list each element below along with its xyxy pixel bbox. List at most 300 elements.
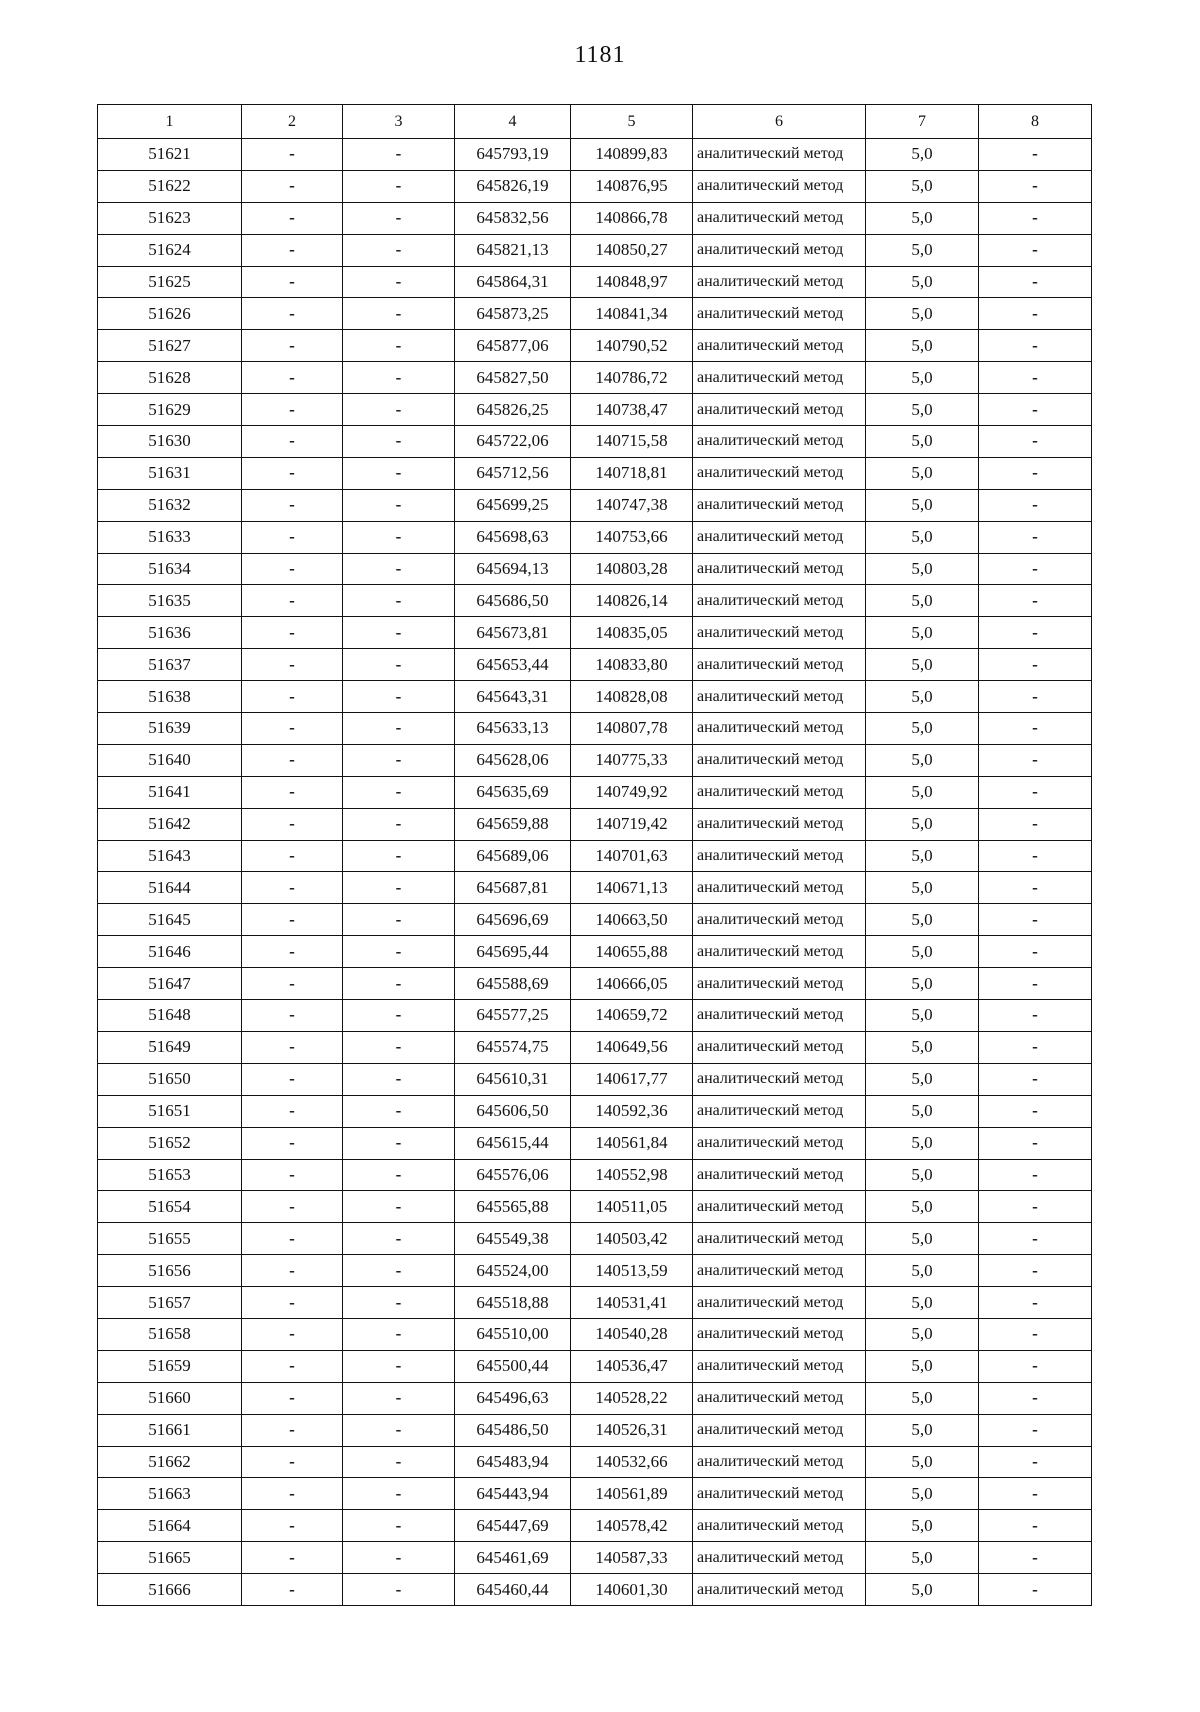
method-cell: аналитический метод bbox=[693, 1446, 866, 1478]
method-cell: аналитический метод bbox=[693, 426, 866, 458]
accuracy-cell: 5,0 bbox=[866, 1414, 979, 1446]
y-coordinate-cell: 140578,42 bbox=[571, 1510, 693, 1542]
method-cell: аналитический метод bbox=[693, 808, 866, 840]
column-2-cell: - bbox=[242, 808, 343, 840]
accuracy-cell: 5,0 bbox=[866, 489, 979, 521]
column-header: 3 bbox=[343, 105, 455, 139]
y-coordinate-cell: 140747,38 bbox=[571, 489, 693, 521]
point-number-cell: 51628 bbox=[98, 362, 242, 394]
column-3-cell: - bbox=[343, 489, 455, 521]
point-number-cell: 51623 bbox=[98, 202, 242, 234]
column-header: 6 bbox=[693, 105, 866, 139]
accuracy-cell: 5,0 bbox=[866, 426, 979, 458]
column-8-cell: - bbox=[979, 1127, 1092, 1159]
table-row bbox=[98, 362, 1092, 394]
table-row bbox=[98, 1031, 1092, 1063]
column-8-cell: - bbox=[979, 1095, 1092, 1127]
column-3-cell: - bbox=[343, 298, 455, 330]
table-header-row bbox=[98, 105, 1092, 139]
column-8-cell: - bbox=[979, 872, 1092, 904]
column-8-cell: - bbox=[979, 266, 1092, 298]
accuracy-cell: 5,0 bbox=[866, 1287, 979, 1319]
accuracy-cell: 5,0 bbox=[866, 202, 979, 234]
column-2-cell: - bbox=[242, 1095, 343, 1127]
x-coordinate-cell: 645826,19 bbox=[455, 170, 571, 202]
point-number-cell: 51640 bbox=[98, 744, 242, 776]
method-cell: аналитический метод bbox=[693, 1510, 866, 1542]
column-2-cell: - bbox=[242, 585, 343, 617]
table-row bbox=[98, 585, 1092, 617]
table-row bbox=[98, 968, 1092, 1000]
point-number-cell: 51651 bbox=[98, 1095, 242, 1127]
accuracy-cell: 5,0 bbox=[866, 936, 979, 968]
column-2-cell: - bbox=[242, 617, 343, 649]
table-row bbox=[98, 394, 1092, 426]
column-8-cell: - bbox=[979, 617, 1092, 649]
table-row bbox=[98, 1063, 1092, 1095]
y-coordinate-cell: 140526,31 bbox=[571, 1414, 693, 1446]
x-coordinate-cell: 645549,38 bbox=[455, 1223, 571, 1255]
table-row bbox=[98, 553, 1092, 585]
y-coordinate-cell: 140587,33 bbox=[571, 1542, 693, 1574]
y-coordinate-cell: 140753,66 bbox=[571, 521, 693, 553]
y-coordinate-cell: 140552,98 bbox=[571, 1159, 693, 1191]
table-row bbox=[98, 1000, 1092, 1032]
column-3-cell: - bbox=[343, 553, 455, 585]
x-coordinate-cell: 645461,69 bbox=[455, 1542, 571, 1574]
column-8-cell: - bbox=[979, 394, 1092, 426]
accuracy-cell: 5,0 bbox=[866, 776, 979, 808]
column-3-cell: - bbox=[343, 713, 455, 745]
column-8-cell: - bbox=[979, 904, 1092, 936]
column-2-cell: - bbox=[242, 234, 343, 266]
accuracy-cell: 5,0 bbox=[866, 1574, 979, 1606]
point-number-cell: 51649 bbox=[98, 1031, 242, 1063]
column-8-cell: - bbox=[979, 968, 1092, 1000]
point-number-cell: 51636 bbox=[98, 617, 242, 649]
column-8-cell: - bbox=[979, 1031, 1092, 1063]
y-coordinate-cell: 140513,59 bbox=[571, 1255, 693, 1287]
accuracy-cell: 5,0 bbox=[866, 649, 979, 681]
column-2-cell: - bbox=[242, 1063, 343, 1095]
column-2-cell: - bbox=[242, 1574, 343, 1606]
column-3-cell: - bbox=[343, 521, 455, 553]
point-number-cell: 51659 bbox=[98, 1350, 242, 1382]
y-coordinate-cell: 140790,52 bbox=[571, 330, 693, 362]
method-cell: аналитический метод bbox=[693, 394, 866, 426]
x-coordinate-cell: 645574,75 bbox=[455, 1031, 571, 1063]
column-8-cell: - bbox=[979, 1574, 1092, 1606]
method-cell: аналитический метод bbox=[693, 1414, 866, 1446]
x-coordinate-cell: 645496,63 bbox=[455, 1382, 571, 1414]
accuracy-cell: 5,0 bbox=[866, 521, 979, 553]
table-row bbox=[98, 266, 1092, 298]
method-cell: аналитический метод bbox=[693, 489, 866, 521]
x-coordinate-cell: 645577,25 bbox=[455, 1000, 571, 1032]
point-number-cell: 51646 bbox=[98, 936, 242, 968]
column-8-cell: - bbox=[979, 426, 1092, 458]
column-8-cell: - bbox=[979, 1191, 1092, 1223]
column-header: 1 bbox=[98, 105, 242, 139]
x-coordinate-cell: 645635,69 bbox=[455, 776, 571, 808]
accuracy-cell: 5,0 bbox=[866, 234, 979, 266]
column-3-cell: - bbox=[343, 266, 455, 298]
x-coordinate-cell: 645793,19 bbox=[455, 139, 571, 171]
table-row bbox=[98, 1382, 1092, 1414]
column-2-cell: - bbox=[242, 394, 343, 426]
x-coordinate-cell: 645510,00 bbox=[455, 1318, 571, 1350]
method-cell: аналитический метод bbox=[693, 649, 866, 681]
point-number-cell: 51658 bbox=[98, 1318, 242, 1350]
column-2-cell: - bbox=[242, 330, 343, 362]
column-8-cell: - bbox=[979, 298, 1092, 330]
method-cell: аналитический метод bbox=[693, 1095, 866, 1127]
point-number-cell: 51650 bbox=[98, 1063, 242, 1095]
column-3-cell: - bbox=[343, 840, 455, 872]
x-coordinate-cell: 645643,31 bbox=[455, 681, 571, 713]
column-8-cell: - bbox=[979, 840, 1092, 872]
column-3-cell: - bbox=[343, 1031, 455, 1063]
x-coordinate-cell: 645576,06 bbox=[455, 1159, 571, 1191]
table-row bbox=[98, 426, 1092, 458]
method-cell: аналитический метод bbox=[693, 744, 866, 776]
column-2-cell: - bbox=[242, 1223, 343, 1255]
table-row bbox=[98, 1127, 1092, 1159]
column-2-cell: - bbox=[242, 1159, 343, 1191]
y-coordinate-cell: 140715,58 bbox=[571, 426, 693, 458]
method-cell: аналитический метод bbox=[693, 1000, 866, 1032]
coordinates-table bbox=[97, 104, 1092, 1606]
column-8-cell: - bbox=[979, 1478, 1092, 1510]
column-2-cell: - bbox=[242, 1191, 343, 1223]
point-number-cell: 51665 bbox=[98, 1542, 242, 1574]
accuracy-cell: 5,0 bbox=[866, 1000, 979, 1032]
method-cell: аналитический метод bbox=[693, 298, 866, 330]
x-coordinate-cell: 645447,69 bbox=[455, 1510, 571, 1542]
y-coordinate-cell: 140561,89 bbox=[571, 1478, 693, 1510]
method-cell: аналитический метод bbox=[693, 776, 866, 808]
column-8-cell: - bbox=[979, 1255, 1092, 1287]
column-2-cell: - bbox=[242, 840, 343, 872]
column-3-cell: - bbox=[343, 202, 455, 234]
column-8-cell: - bbox=[979, 1159, 1092, 1191]
x-coordinate-cell: 645659,88 bbox=[455, 808, 571, 840]
column-3-cell: - bbox=[343, 394, 455, 426]
x-coordinate-cell: 645588,69 bbox=[455, 968, 571, 1000]
point-number-cell: 51630 bbox=[98, 426, 242, 458]
accuracy-cell: 5,0 bbox=[866, 1318, 979, 1350]
y-coordinate-cell: 140786,72 bbox=[571, 362, 693, 394]
y-coordinate-cell: 140511,05 bbox=[571, 1191, 693, 1223]
column-2-cell: - bbox=[242, 457, 343, 489]
point-number-cell: 51638 bbox=[98, 681, 242, 713]
x-coordinate-cell: 645460,44 bbox=[455, 1574, 571, 1606]
point-number-cell: 51633 bbox=[98, 521, 242, 553]
y-coordinate-cell: 140841,34 bbox=[571, 298, 693, 330]
y-coordinate-cell: 140719,42 bbox=[571, 808, 693, 840]
column-2-cell: - bbox=[242, 1414, 343, 1446]
point-number-cell: 51648 bbox=[98, 1000, 242, 1032]
column-2-cell: - bbox=[242, 426, 343, 458]
x-coordinate-cell: 645565,88 bbox=[455, 1191, 571, 1223]
method-cell: аналитический метод bbox=[693, 968, 866, 1000]
point-number-cell: 51644 bbox=[98, 872, 242, 904]
column-8-cell: - bbox=[979, 1223, 1092, 1255]
point-number-cell: 51639 bbox=[98, 713, 242, 745]
column-8-cell: - bbox=[979, 553, 1092, 585]
method-cell: аналитический метод bbox=[693, 553, 866, 585]
column-8-cell: - bbox=[979, 1382, 1092, 1414]
column-3-cell: - bbox=[343, 1446, 455, 1478]
table-row bbox=[98, 139, 1092, 171]
point-number-cell: 51626 bbox=[98, 298, 242, 330]
column-8-cell: - bbox=[979, 139, 1092, 171]
point-number-cell: 51657 bbox=[98, 1287, 242, 1319]
column-header: 5 bbox=[571, 105, 693, 139]
accuracy-cell: 5,0 bbox=[866, 1382, 979, 1414]
column-3-cell: - bbox=[343, 457, 455, 489]
table-row bbox=[98, 617, 1092, 649]
column-3-cell: - bbox=[343, 1542, 455, 1574]
column-2-cell: - bbox=[242, 1382, 343, 1414]
column-2-cell: - bbox=[242, 1478, 343, 1510]
column-8-cell: - bbox=[979, 1350, 1092, 1382]
x-coordinate-cell: 645696,69 bbox=[455, 904, 571, 936]
column-8-cell: - bbox=[979, 808, 1092, 840]
accuracy-cell: 5,0 bbox=[866, 744, 979, 776]
table-row bbox=[98, 808, 1092, 840]
method-cell: аналитический метод bbox=[693, 139, 866, 171]
y-coordinate-cell: 140503,42 bbox=[571, 1223, 693, 1255]
accuracy-cell: 5,0 bbox=[866, 1191, 979, 1223]
accuracy-cell: 5,0 bbox=[866, 840, 979, 872]
y-coordinate-cell: 140899,83 bbox=[571, 139, 693, 171]
column-3-cell: - bbox=[343, 1063, 455, 1095]
table-row bbox=[98, 904, 1092, 936]
column-3-cell: - bbox=[343, 1095, 455, 1127]
column-3-cell: - bbox=[343, 872, 455, 904]
accuracy-cell: 5,0 bbox=[866, 1255, 979, 1287]
method-cell: аналитический метод bbox=[693, 1542, 866, 1574]
x-coordinate-cell: 645524,00 bbox=[455, 1255, 571, 1287]
y-coordinate-cell: 140649,56 bbox=[571, 1031, 693, 1063]
method-cell: аналитический метод bbox=[693, 1191, 866, 1223]
x-coordinate-cell: 645827,50 bbox=[455, 362, 571, 394]
accuracy-cell: 5,0 bbox=[866, 1510, 979, 1542]
x-coordinate-cell: 645633,13 bbox=[455, 713, 571, 745]
column-2-cell: - bbox=[242, 1255, 343, 1287]
table-row bbox=[98, 489, 1092, 521]
y-coordinate-cell: 140826,14 bbox=[571, 585, 693, 617]
point-number-cell: 51661 bbox=[98, 1414, 242, 1446]
table-row bbox=[98, 1574, 1092, 1606]
table-row bbox=[98, 1446, 1092, 1478]
point-number-cell: 51625 bbox=[98, 266, 242, 298]
method-cell: аналитический метод bbox=[693, 1478, 866, 1510]
accuracy-cell: 5,0 bbox=[866, 553, 979, 585]
column-2-cell: - bbox=[242, 1446, 343, 1478]
method-cell: аналитический метод bbox=[693, 840, 866, 872]
x-coordinate-cell: 645606,50 bbox=[455, 1095, 571, 1127]
method-cell: аналитический метод bbox=[693, 330, 866, 362]
table-row bbox=[98, 1287, 1092, 1319]
y-coordinate-cell: 140718,81 bbox=[571, 457, 693, 489]
column-8-cell: - bbox=[979, 936, 1092, 968]
column-2-cell: - bbox=[242, 1542, 343, 1574]
column-2-cell: - bbox=[242, 170, 343, 202]
point-number-cell: 51622 bbox=[98, 170, 242, 202]
column-3-cell: - bbox=[343, 1350, 455, 1382]
accuracy-cell: 5,0 bbox=[866, 968, 979, 1000]
x-coordinate-cell: 645722,06 bbox=[455, 426, 571, 458]
x-coordinate-cell: 645486,50 bbox=[455, 1414, 571, 1446]
column-8-cell: - bbox=[979, 362, 1092, 394]
method-cell: аналитический метод bbox=[693, 1159, 866, 1191]
column-2-cell: - bbox=[242, 1287, 343, 1319]
column-8-cell: - bbox=[979, 681, 1092, 713]
column-3-cell: - bbox=[343, 1318, 455, 1350]
accuracy-cell: 5,0 bbox=[866, 617, 979, 649]
column-3-cell: - bbox=[343, 1414, 455, 1446]
table-row bbox=[98, 202, 1092, 234]
method-cell: аналитический метод bbox=[693, 202, 866, 234]
method-cell: аналитический метод bbox=[693, 362, 866, 394]
method-cell: аналитический метод bbox=[693, 585, 866, 617]
column-2-cell: - bbox=[242, 1127, 343, 1159]
x-coordinate-cell: 645673,81 bbox=[455, 617, 571, 649]
column-2-cell: - bbox=[242, 904, 343, 936]
table-row bbox=[98, 649, 1092, 681]
column-8-cell: - bbox=[979, 1542, 1092, 1574]
x-coordinate-cell: 645653,44 bbox=[455, 649, 571, 681]
column-8-cell: - bbox=[979, 1318, 1092, 1350]
x-coordinate-cell: 645610,31 bbox=[455, 1063, 571, 1095]
page-number: 1181 bbox=[574, 42, 626, 68]
column-3-cell: - bbox=[343, 968, 455, 1000]
column-2-cell: - bbox=[242, 776, 343, 808]
y-coordinate-cell: 140592,36 bbox=[571, 1095, 693, 1127]
table-row bbox=[98, 1318, 1092, 1350]
column-3-cell: - bbox=[343, 617, 455, 649]
x-coordinate-cell: 645615,44 bbox=[455, 1127, 571, 1159]
y-coordinate-cell: 140749,92 bbox=[571, 776, 693, 808]
table-row bbox=[98, 170, 1092, 202]
column-3-cell: - bbox=[343, 1159, 455, 1191]
column-3-cell: - bbox=[343, 362, 455, 394]
point-number-cell: 51655 bbox=[98, 1223, 242, 1255]
accuracy-cell: 5,0 bbox=[866, 1542, 979, 1574]
accuracy-cell: 5,0 bbox=[866, 681, 979, 713]
y-coordinate-cell: 140701,63 bbox=[571, 840, 693, 872]
table-row bbox=[98, 330, 1092, 362]
column-8-cell: - bbox=[979, 202, 1092, 234]
method-cell: аналитический метод bbox=[693, 872, 866, 904]
method-cell: аналитический метод bbox=[693, 170, 866, 202]
column-2-cell: - bbox=[242, 521, 343, 553]
table-row bbox=[98, 1510, 1092, 1542]
accuracy-cell: 5,0 bbox=[866, 394, 979, 426]
table-row bbox=[98, 1414, 1092, 1446]
column-8-cell: - bbox=[979, 489, 1092, 521]
accuracy-cell: 5,0 bbox=[866, 1159, 979, 1191]
accuracy-cell: 5,0 bbox=[866, 362, 979, 394]
column-3-cell: - bbox=[343, 139, 455, 171]
point-number-cell: 51643 bbox=[98, 840, 242, 872]
column-3-cell: - bbox=[343, 330, 455, 362]
column-8-cell: - bbox=[979, 776, 1092, 808]
point-number-cell: 51656 bbox=[98, 1255, 242, 1287]
table-row bbox=[98, 872, 1092, 904]
x-coordinate-cell: 645873,25 bbox=[455, 298, 571, 330]
method-cell: аналитический метод bbox=[693, 1223, 866, 1255]
column-8-cell: - bbox=[979, 330, 1092, 362]
column-8-cell: - bbox=[979, 1063, 1092, 1095]
column-header: 4 bbox=[455, 105, 571, 139]
table-row bbox=[98, 298, 1092, 330]
point-number-cell: 51632 bbox=[98, 489, 242, 521]
x-coordinate-cell: 645712,56 bbox=[455, 457, 571, 489]
y-coordinate-cell: 140659,72 bbox=[571, 1000, 693, 1032]
y-coordinate-cell: 140876,95 bbox=[571, 170, 693, 202]
y-coordinate-cell: 140655,88 bbox=[571, 936, 693, 968]
method-cell: аналитический метод bbox=[693, 713, 866, 745]
point-number-cell: 51653 bbox=[98, 1159, 242, 1191]
accuracy-cell: 5,0 bbox=[866, 1063, 979, 1095]
accuracy-cell: 5,0 bbox=[866, 1127, 979, 1159]
column-8-cell: - bbox=[979, 1287, 1092, 1319]
column-2-cell: - bbox=[242, 744, 343, 776]
point-number-cell: 51635 bbox=[98, 585, 242, 617]
y-coordinate-cell: 140833,80 bbox=[571, 649, 693, 681]
table-row bbox=[98, 840, 1092, 872]
column-8-cell: - bbox=[979, 1510, 1092, 1542]
column-2-cell: - bbox=[242, 1350, 343, 1382]
x-coordinate-cell: 645686,50 bbox=[455, 585, 571, 617]
column-3-cell: - bbox=[343, 776, 455, 808]
y-coordinate-cell: 140775,33 bbox=[571, 744, 693, 776]
accuracy-cell: 5,0 bbox=[866, 904, 979, 936]
column-2-cell: - bbox=[242, 1000, 343, 1032]
column-8-cell: - bbox=[979, 170, 1092, 202]
y-coordinate-cell: 140807,78 bbox=[571, 713, 693, 745]
point-number-cell: 51642 bbox=[98, 808, 242, 840]
column-header: 7 bbox=[866, 105, 979, 139]
x-coordinate-cell: 645826,25 bbox=[455, 394, 571, 426]
column-2-cell: - bbox=[242, 266, 343, 298]
method-cell: аналитический метод bbox=[693, 1350, 866, 1382]
table-row bbox=[98, 1223, 1092, 1255]
point-number-cell: 51663 bbox=[98, 1478, 242, 1510]
column-3-cell: - bbox=[343, 1191, 455, 1223]
column-8-cell: - bbox=[979, 234, 1092, 266]
point-number-cell: 51641 bbox=[98, 776, 242, 808]
method-cell: аналитический метод bbox=[693, 1574, 866, 1606]
y-coordinate-cell: 140803,28 bbox=[571, 553, 693, 585]
column-2-cell: - bbox=[242, 936, 343, 968]
column-8-cell: - bbox=[979, 1000, 1092, 1032]
accuracy-cell: 5,0 bbox=[866, 872, 979, 904]
y-coordinate-cell: 140536,47 bbox=[571, 1350, 693, 1382]
column-3-cell: - bbox=[343, 649, 455, 681]
accuracy-cell: 5,0 bbox=[866, 170, 979, 202]
table-row bbox=[98, 457, 1092, 489]
column-2-cell: - bbox=[242, 202, 343, 234]
point-number-cell: 51645 bbox=[98, 904, 242, 936]
column-8-cell: - bbox=[979, 521, 1092, 553]
column-3-cell: - bbox=[343, 1000, 455, 1032]
y-coordinate-cell: 140666,05 bbox=[571, 968, 693, 1000]
x-coordinate-cell: 645689,06 bbox=[455, 840, 571, 872]
